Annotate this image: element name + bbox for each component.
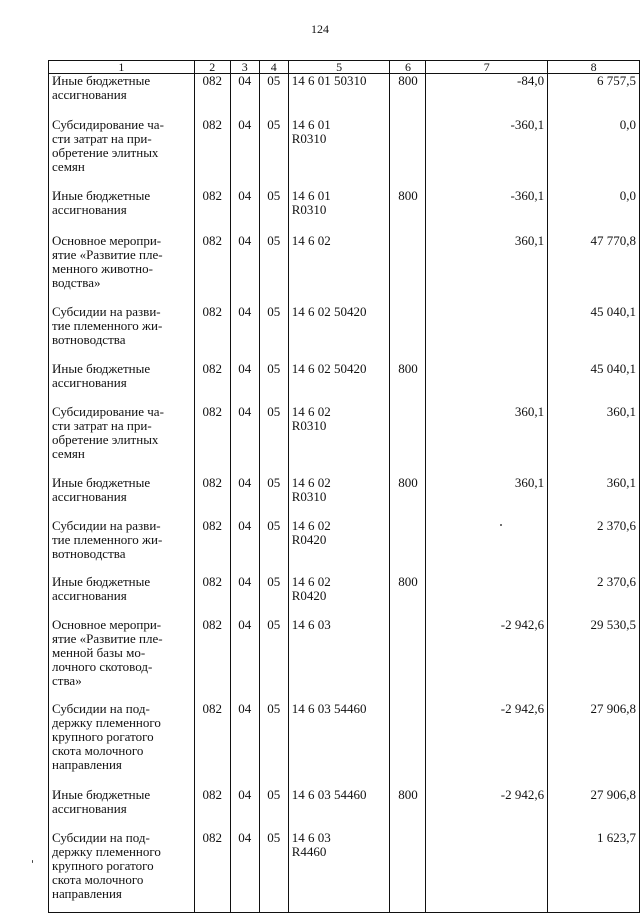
row-col8-cell: 47 770,8 (548, 234, 640, 305)
row-col6-cell (390, 618, 426, 702)
row-col5-cell: 14 6 03 54460 (288, 702, 390, 788)
row-col4-cell: 05 (259, 618, 288, 702)
table-row (49, 118, 640, 189)
row-col5-cell: 14 6 02 R0310 (288, 476, 390, 519)
row-col8-cell: 2 370,6 (548, 519, 640, 575)
header-row (49, 61, 640, 74)
table-row (49, 234, 640, 305)
row-name-cell: Иные бюджетные ассигнования (49, 189, 195, 234)
header-col-3: 3 (230, 61, 259, 74)
row-col7-cell (426, 831, 548, 913)
row-col5-cell: 14 6 02 R0420 (288, 519, 390, 575)
row-col6-cell: 800 (390, 362, 426, 405)
table-row (49, 618, 640, 702)
row-col4-cell: 05 (259, 362, 288, 405)
row-col3-cell: 04 (230, 362, 259, 405)
row-col8-cell: 0,0 (548, 118, 640, 189)
page-number: 124 (311, 22, 329, 36)
row-col6-cell (390, 405, 426, 476)
row-col2-cell: 082 (194, 305, 230, 362)
row-col4-cell: 05 (259, 189, 288, 234)
table-row (49, 74, 640, 118)
row-name-cell: Иные бюджетные ассигнования (49, 575, 195, 618)
row-name-cell: Субсидии на разви- тие племенного жи- вотноводства (49, 305, 195, 362)
row-col3-cell: 04 (230, 118, 259, 189)
table-row (49, 575, 640, 618)
header-col-8: 8 (548, 61, 640, 74)
row-col6-cell (390, 234, 426, 305)
table-row (49, 788, 640, 831)
table-row (49, 702, 640, 788)
row-col3-cell: 04 (230, 702, 259, 788)
row-col5-cell: 14 6 03 (288, 618, 390, 702)
row-col5-cell: 14 6 03 R4460 (288, 831, 390, 913)
row-col8-cell: 0,0 (548, 189, 640, 234)
row-col5-cell: 14 6 02 50420 (288, 305, 390, 362)
row-name-cell: Иные бюджетные ассигнования (49, 74, 195, 118)
row-col6-cell (390, 702, 426, 788)
row-col5-cell: 14 6 02 (288, 234, 390, 305)
row-col7-cell (426, 305, 548, 362)
row-col2-cell: 082 (194, 362, 230, 405)
table-row (49, 831, 640, 913)
row-name-cell: Основное меропри- ятие «Развитие пле- менного животно- водства» (49, 234, 195, 305)
header-col-7: 7 (426, 61, 548, 74)
header-col-5: 5 (288, 61, 390, 74)
table-row (49, 405, 640, 476)
row-col7-cell: 360,1 (426, 234, 548, 305)
row-col4-cell: 05 (259, 234, 288, 305)
row-col7-cell (426, 519, 548, 575)
table-row (49, 519, 640, 575)
row-col2-cell: 082 (194, 702, 230, 788)
row-col7-cell: -2 942,6 (426, 788, 548, 831)
row-col5-cell: 14 6 01 R0310 (288, 118, 390, 189)
row-name-cell: Субсидии на разви- тие племенного жи- вотноводства (49, 519, 195, 575)
row-col8-cell: 360,1 (548, 476, 640, 519)
row-col3-cell: 04 (230, 788, 259, 831)
row-col6-cell: 800 (390, 476, 426, 519)
row-col2-cell: 082 (194, 234, 230, 305)
row-col7-cell: 360,1 (426, 405, 548, 476)
row-col2-cell: 082 (194, 74, 230, 118)
row-col6-cell (390, 831, 426, 913)
row-col3-cell: 04 (230, 519, 259, 575)
row-col2-cell: 082 (194, 118, 230, 189)
row-col3-cell: 04 (230, 405, 259, 476)
row-col7-cell: -360,1 (426, 118, 548, 189)
row-col4-cell: 05 (259, 74, 288, 118)
row-col5-cell: 14 6 01 50310 (288, 74, 390, 118)
row-col3-cell: 04 (230, 305, 259, 362)
row-name-cell: Субсидирование ча- сти затрат на при- обретение элитных семян (49, 405, 195, 476)
row-col3-cell: 04 (230, 189, 259, 234)
row-col6-cell: 800 (390, 189, 426, 234)
row-col5-cell: 14 6 01 R0310 (288, 189, 390, 234)
row-col7-cell: -360,1 (426, 189, 548, 234)
row-col6-cell: 800 (390, 74, 426, 118)
row-col3-cell: 04 (230, 618, 259, 702)
row-col2-cell: 082 (194, 519, 230, 575)
header-col-2: 2 (194, 61, 230, 74)
row-col4-cell: 05 (259, 575, 288, 618)
row-col4-cell: 05 (259, 476, 288, 519)
row-name-cell: Иные бюджетные ассигнования (49, 476, 195, 519)
row-col5-cell: 14 6 03 54460 (288, 788, 390, 831)
row-col4-cell: 05 (259, 702, 288, 788)
row-col7-cell (426, 575, 548, 618)
row-col8-cell: 360,1 (548, 405, 640, 476)
row-col5-cell: 14 6 02 R0310 (288, 405, 390, 476)
row-name-cell: Субсидирование ча- сти затрат на при- обретение элитных семян (49, 118, 195, 189)
row-col4-cell: 05 (259, 519, 288, 575)
row-col8-cell: 6 757,5 (548, 74, 640, 118)
row-col8-cell: 45 040,1 (548, 362, 640, 405)
row-col3-cell: 04 (230, 476, 259, 519)
row-name-cell: Иные бюджетные ассигнования (49, 362, 195, 405)
row-col2-cell: 082 (194, 831, 230, 913)
row-name-cell: Основное меропри- ятие «Развитие пле- менной базы мо- лочного скотовод- ства» (49, 618, 195, 702)
scan-speck (32, 860, 33, 863)
row-col2-cell: 082 (194, 575, 230, 618)
row-col8-cell: 1 623,7 (548, 831, 640, 913)
row-col3-cell: 04 (230, 234, 259, 305)
row-col2-cell: 082 (194, 476, 230, 519)
row-col2-cell: 082 (194, 618, 230, 702)
row-col8-cell: 27 906,8 (548, 702, 640, 788)
row-col3-cell: 04 (230, 74, 259, 118)
row-col2-cell: 082 (194, 189, 230, 234)
row-col6-cell: 800 (390, 575, 426, 618)
row-name-cell: Субсидии на под- держку племенного крупного рогатого скота молочного направления (49, 831, 195, 913)
table-row (49, 362, 640, 405)
row-col3-cell: 04 (230, 831, 259, 913)
row-col8-cell: 29 530,5 (548, 618, 640, 702)
row-col3-cell: 04 (230, 575, 259, 618)
row-col4-cell: 05 (259, 405, 288, 476)
header-col-1: 1 (49, 61, 195, 74)
row-name-cell: Иные бюджетные ассигнования (49, 788, 195, 831)
row-col7-cell: -2 942,6 (426, 702, 548, 788)
row-col8-cell: 45 040,1 (548, 305, 640, 362)
header-col-6: 6 (390, 61, 426, 74)
row-col5-cell: 14 6 02 R0420 (288, 575, 390, 618)
row-col4-cell: 05 (259, 831, 288, 913)
row-col8-cell: 2 370,6 (548, 575, 640, 618)
row-col7-cell: -2 942,6 (426, 618, 548, 702)
row-col2-cell: 082 (194, 788, 230, 831)
row-col4-cell: 05 (259, 305, 288, 362)
row-name-cell: Субсидии на под- держку племенного крупного рогатого скота молочного направления (49, 702, 195, 788)
row-col6-cell (390, 519, 426, 575)
header-col-4: 4 (259, 61, 288, 74)
row-col5-cell: 14 6 02 50420 (288, 362, 390, 405)
row-col6-cell: 800 (390, 788, 426, 831)
row-col2-cell: 082 (194, 405, 230, 476)
row-col6-cell (390, 118, 426, 189)
row-col7-cell: 360,1 (426, 476, 548, 519)
row-col4-cell: 05 (259, 118, 288, 189)
row-col7-cell: -84,0 (426, 74, 548, 118)
row-col7-cell (426, 362, 548, 405)
table-row (49, 189, 640, 234)
row-col8-cell: 27 906,8 (548, 788, 640, 831)
budget-table (48, 60, 640, 913)
scan-speck (500, 524, 502, 526)
row-col4-cell: 05 (259, 788, 288, 831)
table-row (49, 476, 640, 519)
table-row (49, 305, 640, 362)
row-col6-cell (390, 305, 426, 362)
